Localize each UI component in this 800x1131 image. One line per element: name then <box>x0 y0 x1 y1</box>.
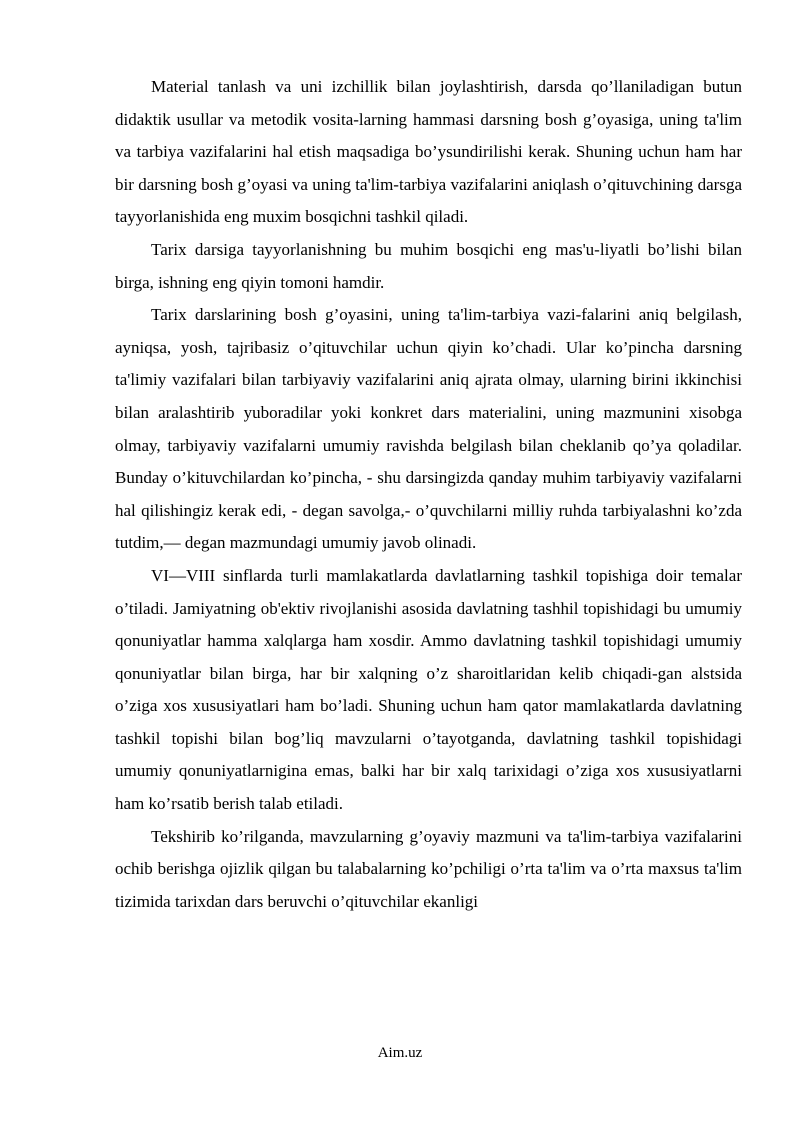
paragraph-4: VI—VIII sinflarda turli mamlakatlarda davlatlarning tashkil topishiga doir temalar o’tiladi. Jamiyatning ob'ektiv rivojlanishi asosida davlatning tashhil topishidagi bu umumiy qonuniyatlar hamma xalqlarga ham xosdir. Ammo davlatning tashkil topishidagi umumiy qonuniyatlar bilan birga, har bir xalqning o’z sharoitlaridan kelib chiqadi-gan alstsida o’ziga xos xususiyatlari ham bo’ladi. Shuning uchun ham qator mamlakatlarda davlatning tashkil topishi bilan bog’liq mavzularni o’tayotganda, davlatning tashkil topishidagi umumiy qonuniyatlarnigina emas, balki har bir xalq tarixidagi o’ziga xos xususiyatlarni ham ko’rsatib berish talab etiladi. <box>115 565 742 814</box>
paragraph-2: Tarix darsiga tayyorlanishning bu muhim bosqichi eng mas'u-liyatli bo’lishi bilan birga, ishning eng qiyin tomoni hamdir. <box>115 239 742 292</box>
page-footer: Aim.uz <box>377 1045 423 1061</box>
paragraph-3: Tarix darslarining bosh g’oyasini, uning ta'lim-tarbiya vazi-falarini aniq belgilash, ayniqsa, yosh, tajribasiz o’qituvchilar uchun qiyin ko’chadi. Ular ko’pincha darsning ta'limiy vazifalari bilan tarbiyaviy vazifalarini aniq ajrata olmay, ularning birini ikkinchisi bilan aralashtirib yuboradilar yoki konkret dars materialini, uning mazmunini xisobga olmay, tarbiyaviy vazifalarni umumiy ravishda belgilash bilan cheklanib qo’ya qoladilar. Bunday o’kituvchilardan ko’pincha, - shu darsingizda qanday muhim tarbiyaviy vazifalarni hal qilishingiz kerak edi, - degan savolga,- o’quvchilarni milliy ruhda tarbiyalashni ko’zda tutdim,— degan mazmundagi umumiy javob olinadi. <box>115 305 742 553</box>
document-page <box>115 71 742 918</box>
paragraph-1: Material tanlash va uni izchillik bilan joylashtirish, darsda qo’llaniladigan butun didaktik usullar va metodik vosita-larning hammasi darsning bosh g’oyasiga, uning ta'lim va tarbiya vazifalarini hal etish maqsadiga bo’ysundirilishi kerak. Shuning uchun ham har bir darsning bosh g’oyasi va uning ta'lim-tarbiya vazifalarini aniqlash o’qituvchining darsga tayyorlanishida eng muxim bosqichni tashkil qiladi. <box>115 77 742 227</box>
paragraph-5: Tekshirib ko’rilganda, mavzularning g’oyaviy mazmuni va ta'lim-tarbiya vazifalarini ochib berishga ojizlik qilgan bu talabalarning ko’pchiligi o’rta ta'lim va o’rta maxsus ta'lim tizimida tarixdan dars beruvchi o’qituvchilar ekanligi <box>115 826 742 911</box>
